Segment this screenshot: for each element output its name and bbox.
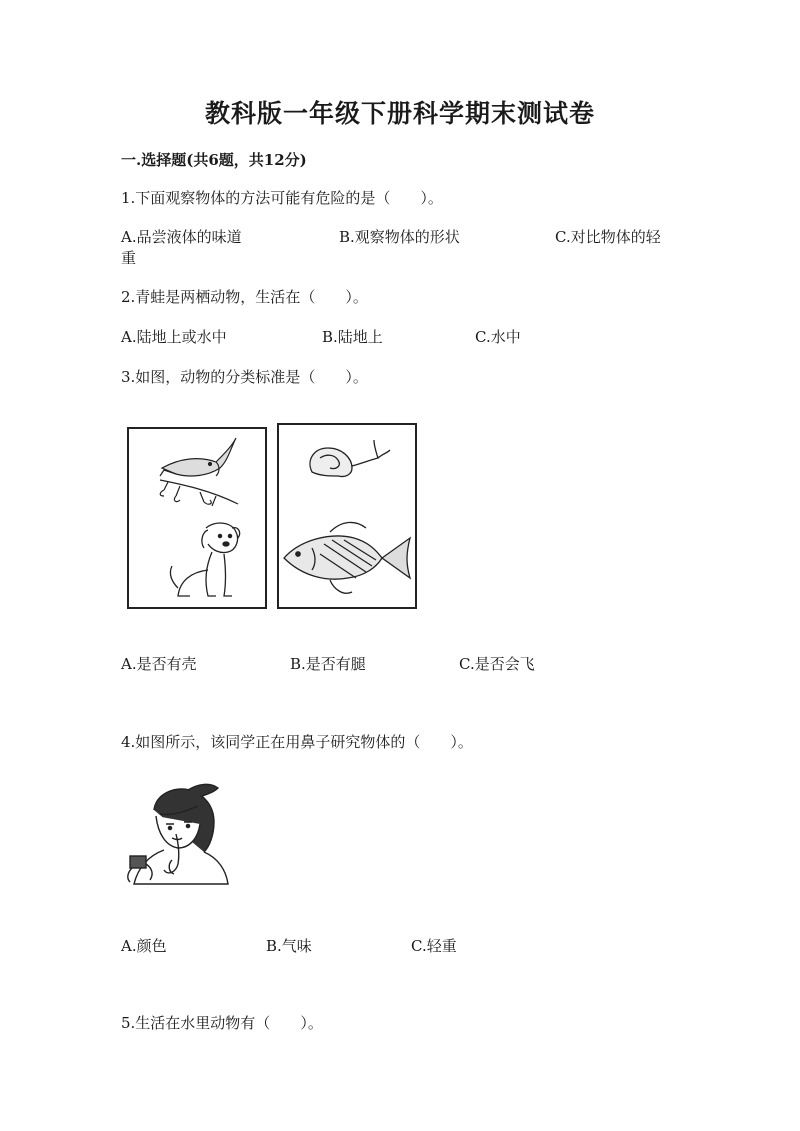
page-title: 教科版一年级下册科学期末测试卷 — [204, 99, 595, 128]
q3-option-a[interactable]: A.是否有壳 — [121, 655, 197, 673]
section-heading: 一.选择题(共6题，共12分) — [121, 151, 307, 169]
girl-smelling-figure — [118, 780, 238, 892]
question-1: 1.下面观察物体的方法可能有危险的是（ ）。 — [121, 189, 443, 207]
question-4: 4.如图所示，该同学正在用鼻子研究物体的（ ）。 — [121, 733, 473, 751]
question-5: 5.生活在水里动物有（ ）。 — [121, 1014, 323, 1032]
question-3: 3.如图，动物的分类标准是（ ）。 — [121, 368, 368, 386]
q1-option-c-wrap: 重 — [121, 249, 137, 267]
q2-option-b[interactable]: B.陆地上 — [322, 328, 383, 346]
q2-option-c[interactable]: C.水中 — [475, 328, 521, 346]
right-panel-frame — [278, 424, 416, 608]
q4-option-a[interactable]: A.颜色 — [121, 937, 167, 955]
q1-option-b[interactable]: B.观察物体的形状 — [339, 228, 460, 246]
q3-option-b[interactable]: B.是否有腿 — [290, 655, 366, 673]
left-panel-frame — [128, 428, 266, 608]
q2-option-a[interactable]: A.陆地上或水中 — [121, 328, 227, 346]
q4-option-b[interactable]: B.气味 — [266, 937, 312, 955]
question-2: 2.青蛙是两栖动物，生活在（ ）。 — [121, 288, 368, 306]
q4-option-c[interactable]: C.轻重 — [411, 937, 457, 955]
q1-option-a[interactable]: A.品尝液体的味道 — [121, 228, 242, 246]
q1-option-c[interactable]: C.对比物体的轻 — [555, 228, 661, 246]
animal-classification-figure — [120, 420, 420, 615]
q3-option-c[interactable]: C.是否会飞 — [459, 655, 535, 673]
